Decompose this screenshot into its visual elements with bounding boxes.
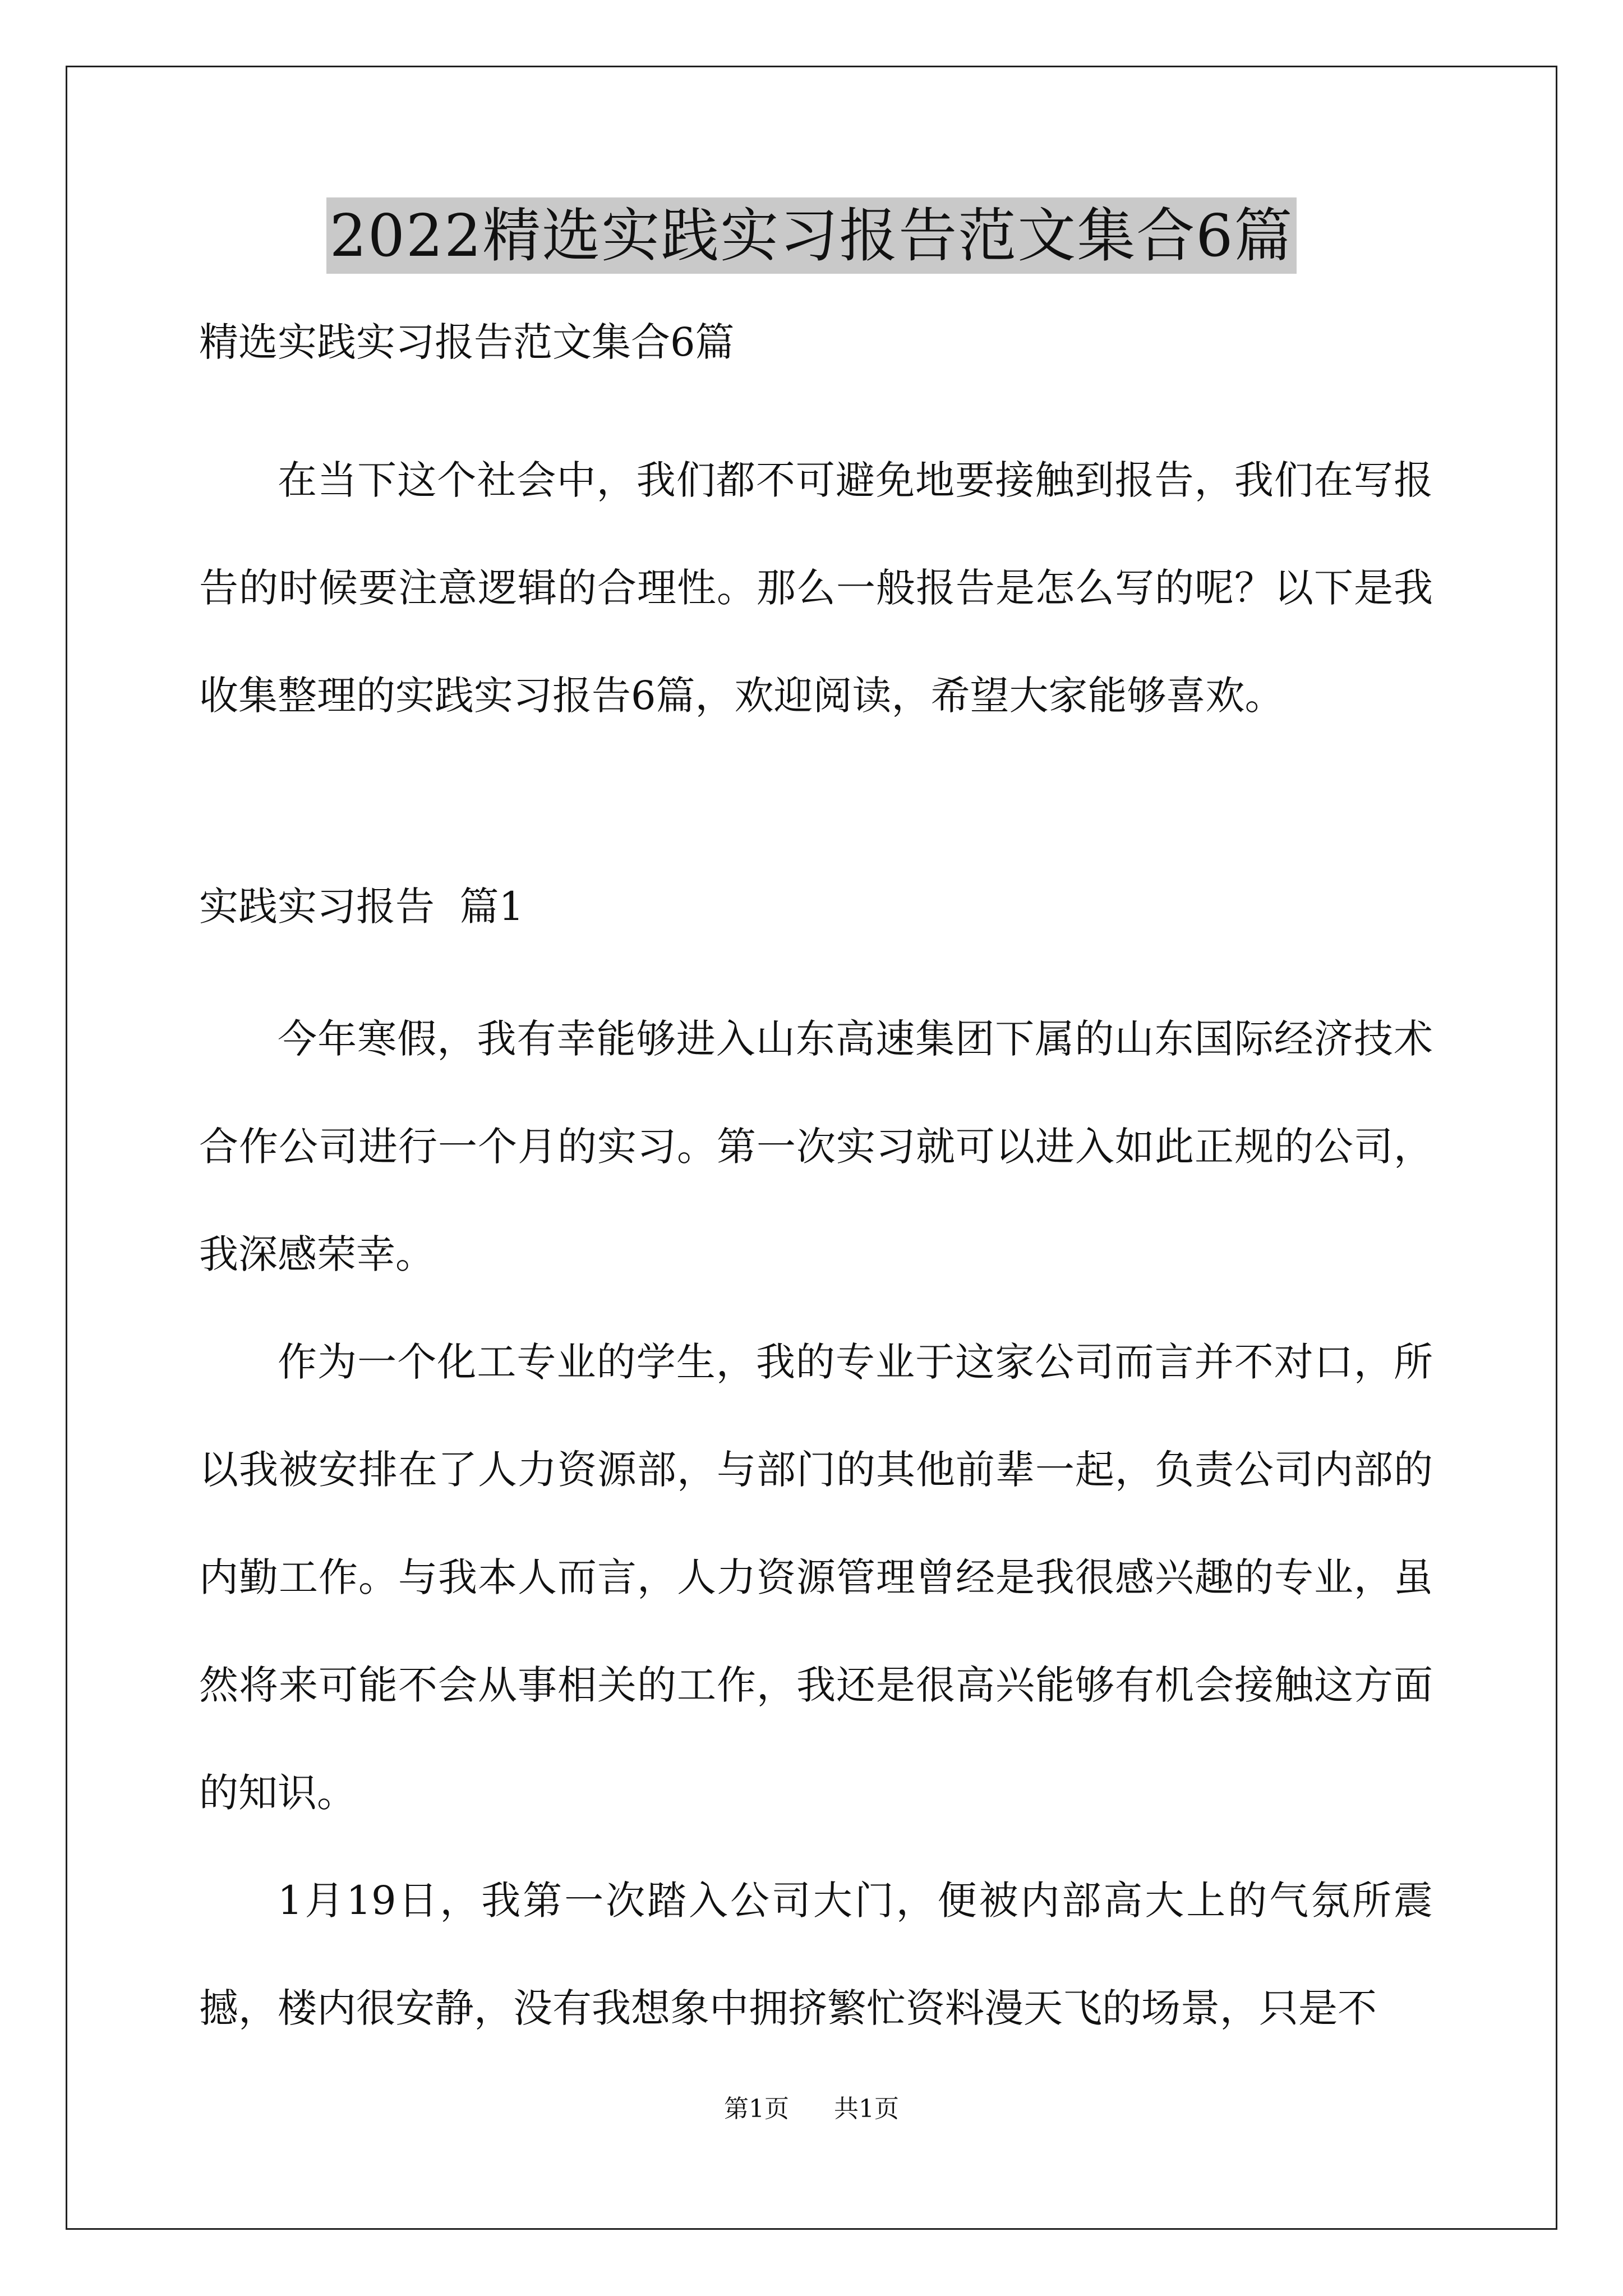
document-title: 2022精选实践实习报告范文集合6篇	[326, 197, 1297, 274]
section-heading: 实践实习报告 篇1	[199, 884, 524, 930]
document-subtitle: 精选实践实习报告范文集合6篇	[199, 319, 735, 365]
body-paragraph-2: 作为一个化工专业的学生，我的专业于这家公司而言并不对口，所以我被安排在了人力资源部，与部门的其他前辈一起，负责公司内部的内勤工作。与我本人而言，人力资源管理曾经是我很感兴趣的专业，虽然将来可能不会从事相关的工作，我还是很高兴能够有机会接触这方面的知识。	[199, 1339, 1433, 1816]
page-number-label: 第1页	[724, 2095, 789, 2123]
intro-paragraph: 在当下这个社会中，我们都不可避免地要接触到报告，我们在写报告的时候要注意逻辑的合理性。那么一般报告是怎么写的呢？以下是我收集整理的实践实习报告6篇，欢迎阅读，希望大家能够喜欢。	[199, 457, 1433, 719]
body-paragraph-1: 今年寒假，我有幸能够进入山东高速集团下属的山东国际经济技术合作公司进行一个月的实习。第一次实习就可以进入如此正规的公司，我深感荣幸。	[199, 1016, 1433, 1277]
page-footer	[0, 2092, 1623, 2126]
title-container	[0, 197, 1623, 274]
page-total-label: 共1页	[834, 2095, 899, 2123]
document-body	[199, 303, 1433, 2062]
body-paragraph-3: 1月19日，我第一次踏入公司大门，便被内部高大上的气氛所震撼，楼内很安静，没有我想象中拥挤繁忙资料漫天飞的场景，只是不	[199, 1878, 1433, 2031]
